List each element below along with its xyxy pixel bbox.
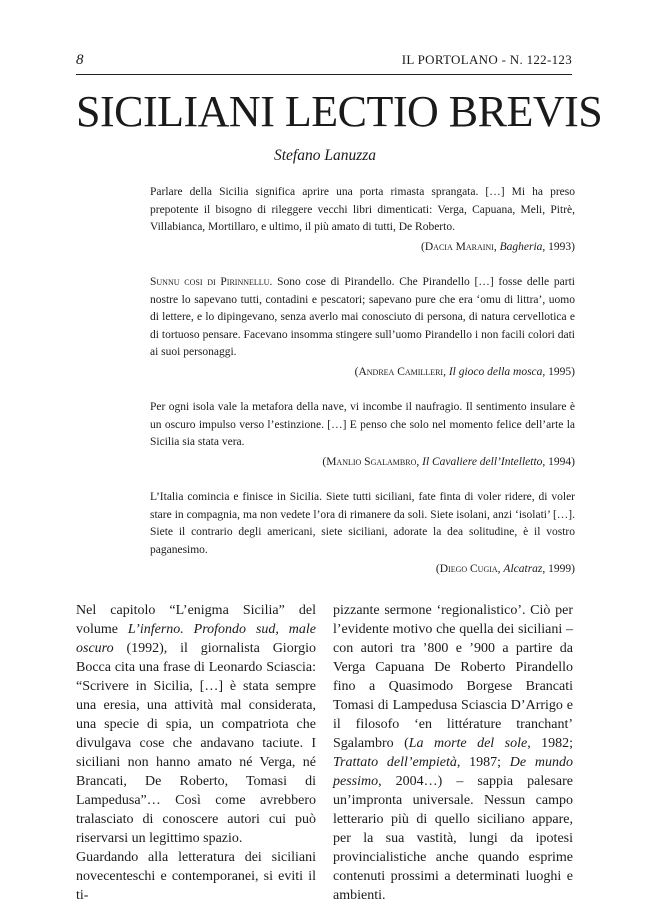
epigraph-work: Il gioco della mosca [448, 365, 543, 378]
epigraph-work: Bagheria [499, 240, 543, 253]
body-paragraph: pizzante sermone ‘regionalistico’. Ciò per l’evidente motivo che quella dei siciliani – con autori tra ’800 e ’900 a partire da Verga Capuana De Roberto Pirandello fino a Quasimodo Borgese Brancati Tomasi di Lampedusa Sciascia D’Arrigo e il filosofo ‘en littérature tranchant’ Sgalambro (La morte del sole, 1982; Trattato dell’empietà, 1987; De mundo pessimo, 2004…) – sappia palesare un’impronta universale. Nessun campo letterario più di quello siciliano appare, per la sua vastità, lungi da ipotesi provincialistiche anche quando esprime contenuti prossimi a determinati luoghi e ambienti. [333, 603, 574, 903]
page-number: 8 [76, 52, 84, 68]
epigraph-lead: Sunnu cosi di Pirinnellu. [150, 276, 273, 288]
epigraph-year: 1994 [548, 455, 572, 468]
epigraph-text: Sunnu cosi di Pirinnellu. Sono cose di Pirandello. Che Pirandello […] fosse delle parti nostre lo sapevano tutti, contadini e pescatori; sapevano pure che era ‘omu di littra’, uomo di lettere, e lo dipingevano, senza averlo mai conosciuto di persona, di natura cervellotica e di tortuoso pensare. Facevano insomma stingere sull’uomo Pirandello i non facili colori dati ai suoi personaggi. [150, 276, 575, 358]
epigraph-cugia [150, 489, 575, 579]
epigraph-author: Manlio Sgalambro [326, 455, 417, 468]
header-rule [76, 74, 572, 75]
cited-work: De mundo pessimo [333, 755, 573, 789]
body-column-left [76, 601, 316, 905]
cited-work: Trattato dell’empietà [333, 755, 457, 770]
epigraph-work: Alcatraz [503, 563, 543, 575]
epigraph-source: (Diego Cugia, Alcatraz, 1999) [435, 563, 575, 575]
epigraph-source: (Dacia Maraini, Bagheria, 1993) [421, 240, 575, 253]
journal-issue: IL PORTOLANO - N. 122-123 [401, 52, 572, 67]
article-author: Stefano Lanuzza [273, 147, 377, 164]
epigraph-maraini [150, 184, 575, 256]
running-header [76, 52, 572, 69]
epigraph-year: 1995 [548, 365, 572, 378]
epigraph-author: Andrea Camilleri [358, 365, 444, 378]
epigraph-camilleri [150, 274, 575, 381]
epigraph-author: Dacia Maraini [424, 240, 494, 253]
epigraph-year: 1993 [548, 240, 572, 253]
article-title: SICILIANI LECTIO BREVIS [76, 87, 603, 136]
cited-work: L’inferno. Profondo sud, male oscuro [76, 622, 317, 656]
body-paragraph: Nel capitolo “L’enigma Sicilia” del volume L’inferno. Profondo sud, male oscuro (1992), il giornalista Giorgio Bocca cita una frase di Leonardo Sciascia: “Scrivere in Sicilia, […] è stata sempre una eresia, una attività mal considerata, una specie di spia, un compatriota che divulgava cose che andavano taciute. I siciliani non hanno amato né Verga, né Brancati, De Roberto, Tomasi di Lampedusa”… Così come avrebbero tralasciato di conoscere autori cui può riservarsi un legittimo spazio. [76, 603, 317, 846]
epigraph-author: Diego Cugia [439, 563, 498, 575]
epigraph-year: 1999 [548, 563, 572, 575]
epigraph-text: Per ogni isola vale la metafora della nave, vi incombe il naufragio. Il sentimento insulare è un oscuro impulso verso l’estinzione. […] E penso che solo nel momento felice dell’arte la Sicilia sia stata vera. [150, 401, 575, 448]
epigraph-sgalambro [150, 399, 575, 471]
epigraph-text: Parlare della Sicilia significa aprire una porta rimasta sprangata. […] Mi ha preso prepotente il bisogno di rileggere vecchi libri dimenticati: Verga, Capuana, Meli, Pitrè, Villabianca, Mortillaro, e ultimo, il più amato di tutti, De Roberto. [150, 186, 575, 233]
epigraph-source: (Manlio Sgalambro, Il Cavaliere dell’Intelletto, 1994) [322, 455, 575, 468]
epigraph-text: L’Italia comincia e finisce in Sicilia. Siete tutti siciliani, fate finta di voler ridere, di voler stare in compagnia, ma non vedete l’ora di rimanere da soli. Siete isolani, anzi ‘isolati’ […]. Siete il contrario degli americani, siete siciliani, adorate la dea solitudine, è il vostro paganesimo. [150, 491, 575, 556]
epigraphs [150, 184, 575, 597]
body-column-right [333, 601, 573, 905]
epigraph-work: Il Cavaliere dell’Intelletto [422, 455, 543, 468]
body-paragraph: Guardando alla letteratura dei siciliani novecenteschi e contemporanei, si eviti il ti- [76, 850, 316, 903]
body-columns [76, 601, 573, 905]
epigraph-source: (Andrea Camilleri, Il gioco della mosca, 1995) [354, 365, 575, 378]
cited-work: La morte del sole [408, 736, 528, 751]
